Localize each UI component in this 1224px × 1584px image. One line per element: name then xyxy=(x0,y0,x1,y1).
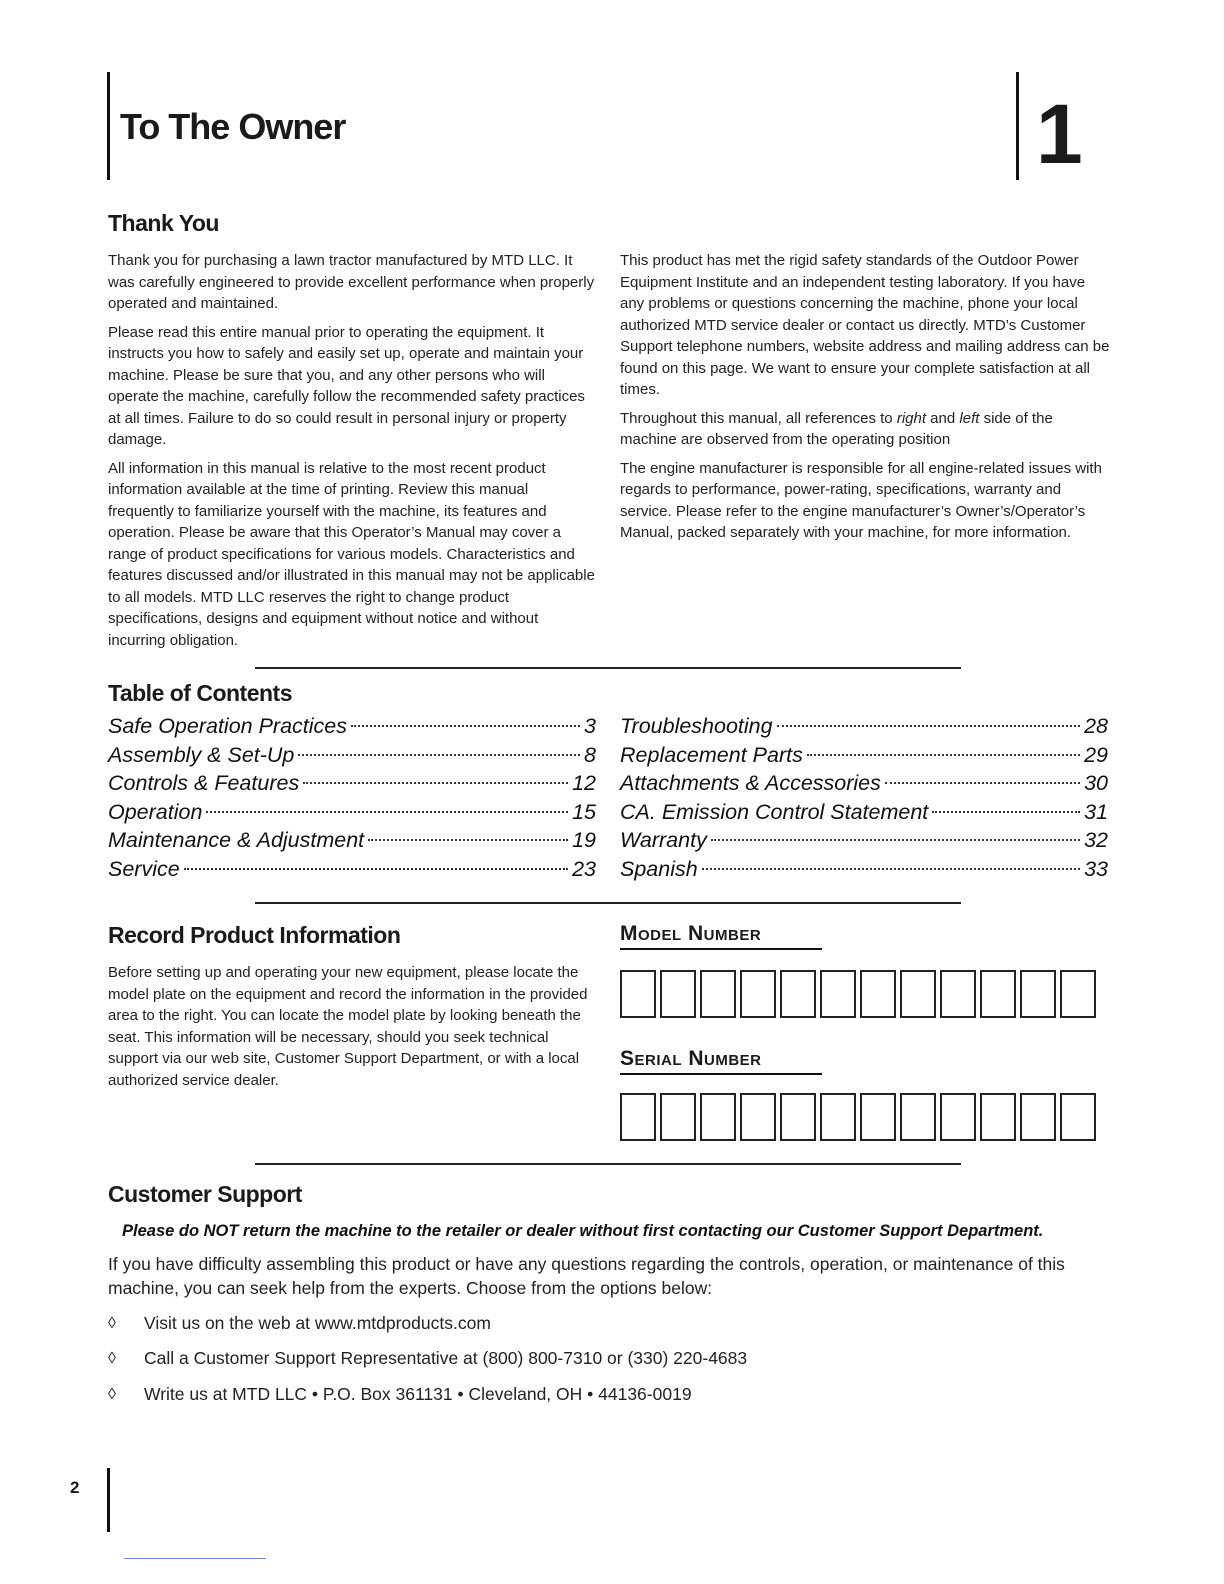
model-number-box[interactable] xyxy=(1060,970,1096,1018)
support-intro: If you have difficulty assembling this product or have any questions regarding the controls, operation, or maintenance of this machine, you can seek help from the experts. Choose from the options below: xyxy=(108,1254,1065,1298)
serial-number-box[interactable] xyxy=(780,1093,816,1141)
toc-leader xyxy=(711,839,1080,841)
toc-entry-label: Service xyxy=(108,856,180,881)
model-number-box[interactable] xyxy=(740,970,776,1018)
model-number-box[interactable] xyxy=(940,970,976,1018)
toc-leader xyxy=(303,782,568,784)
model-number-boxes[interactable] xyxy=(620,970,1096,1018)
support-warning: Please do NOT return the machine to the retailer or dealer without first contacting our Customer Support Department. xyxy=(122,1222,1044,1240)
toc-entry-label: Replacement Parts xyxy=(620,742,803,767)
toc-entry-page: 3 xyxy=(584,714,596,738)
toc-entry-page: 33 xyxy=(1084,856,1108,881)
toc-left-column xyxy=(108,712,596,883)
toc-entry-label: Maintenance & Adjustment xyxy=(108,828,365,852)
support-option-mail: Write us at MTD LLC • P.O. Box 361131 • Cleveland, OH • 44136-0019 xyxy=(144,1384,692,1404)
serial-number-boxes[interactable] xyxy=(620,1093,1096,1141)
toc-entry-page: 31 xyxy=(1084,799,1108,824)
toc-entry[interactable] xyxy=(620,798,1108,827)
divider xyxy=(255,1163,961,1165)
toc-entry-page: 29 xyxy=(1084,742,1108,767)
toc-entry-page: 8 xyxy=(584,742,596,767)
toc-entry-label: Controls & Features xyxy=(108,771,300,795)
divider xyxy=(255,902,961,904)
thank-you-paragraph: All information in this manual is relative to the most recent product information available at the time of printing. Review this manual frequently to familiarize yourself with the machine, its features and operation. Please be aware that this Operator’s Manual may cover a range of product specifications for various models. Characteristics and features discussed and/or illustrated in this manual may not be applicable to all models. MTD LLC reserves the right to change product specifications, designs and equipment without notice and without incurring obligation. xyxy=(108,459,595,649)
toc-entry-page: 30 xyxy=(1084,771,1108,795)
toc-leader xyxy=(777,725,1080,727)
toc-entry-label: Warranty xyxy=(620,828,707,852)
toc-entry-label: CA. Emission Control Statement xyxy=(620,799,929,824)
thank-you-paragraph: Thank you for purchasing a lawn tractor manufactured by MTD LLC. It was carefully engineered to provide excellent performance when properly operated and maintained. xyxy=(108,252,595,312)
toc-heading: Table of Contents xyxy=(108,680,293,706)
toc-entry-label: Safe Operation Practices xyxy=(108,714,348,738)
footer-link-underline xyxy=(124,1558,266,1559)
serial-number-box[interactable] xyxy=(860,1093,896,1141)
toc-entry[interactable] xyxy=(620,741,1108,770)
support-option xyxy=(108,1313,491,1334)
toc-leader xyxy=(298,754,580,756)
support-option-phone[interactable]: Call a Customer Support Representative at (800) 800-7310 or (330) 220-4683 xyxy=(144,1348,748,1368)
serial-number-box[interactable] xyxy=(980,1093,1016,1141)
orientation-text: Throughout this manual, all references to xyxy=(620,409,897,427)
toc-leader xyxy=(807,754,1080,756)
toc-right-column xyxy=(620,712,1108,883)
serial-number-box[interactable] xyxy=(940,1093,976,1141)
orientation-paragraph xyxy=(620,408,1112,451)
serial-number-box[interactable] xyxy=(740,1093,776,1141)
thank-you-left-column xyxy=(108,250,598,658)
thank-you-right-column xyxy=(620,250,1112,551)
toc-entry[interactable] xyxy=(108,741,596,770)
serial-number-box[interactable] xyxy=(660,1093,696,1141)
orientation-left: left xyxy=(959,409,980,427)
model-number-box[interactable] xyxy=(820,970,856,1018)
thank-you-paragraph: Please read this entire manual prior to operating the equipment. It instructs you how to safely and easily set up, operate and maintain your machine. Please be sure that you, and any other persons who will operate the machine, carefully follow the recommended safety practices at all times. Failure to do so could result in personal injury or property damage. xyxy=(108,323,585,448)
serial-number-box[interactable] xyxy=(900,1093,936,1141)
page-title: To The Owner xyxy=(120,106,346,147)
toc-entry-page: 12 xyxy=(572,771,596,795)
serial-number-box[interactable] xyxy=(1020,1093,1056,1141)
serial-number-box[interactable] xyxy=(620,1093,656,1141)
toc-leader xyxy=(206,811,568,813)
toc-leader xyxy=(368,839,568,841)
toc-entry[interactable] xyxy=(620,826,1108,855)
support-option xyxy=(108,1384,692,1405)
toc-leader xyxy=(932,811,1080,813)
thank-you-paragraph: This product has met the rigid safety standards of the Outdoor Power Equipment Institute and an independent testing laboratory. If you have any problems or questions concerning the machine, phone your local authorized MTD service dealer or contact us directly. MTD’s Customer Support telephone numbers, website address and mailing address can be found on this page. We want to ensure your complete satisfaction at all times. xyxy=(620,252,1110,398)
serial-number-box[interactable] xyxy=(700,1093,736,1141)
toc-entry-label: Troubleshooting xyxy=(620,714,773,738)
record-heading: Record Product Information xyxy=(108,922,401,948)
diamond-bullet-icon: ◊ xyxy=(108,1314,116,1332)
orientation-text: side of the machine are observed from the operating position xyxy=(620,409,1053,448)
toc-leader xyxy=(184,868,568,870)
toc-entry-page: 28 xyxy=(1084,714,1108,738)
page-number: 2 xyxy=(70,1478,80,1497)
toc-entry[interactable] xyxy=(620,712,1108,741)
toc-entry[interactable] xyxy=(620,855,1108,884)
toc-entry-page: 19 xyxy=(572,828,596,852)
model-number-box[interactable] xyxy=(620,970,656,1018)
header-right-rule xyxy=(1016,72,1019,180)
model-number-box[interactable] xyxy=(900,970,936,1018)
toc-entry[interactable] xyxy=(108,712,596,741)
toc-entry-page: 32 xyxy=(1084,828,1108,852)
toc-entry[interactable] xyxy=(108,769,596,798)
diamond-bullet-icon: ◊ xyxy=(108,1385,116,1403)
toc-entry-label: Spanish xyxy=(620,856,698,881)
toc-leader xyxy=(702,868,1080,870)
toc-entry-label: Operation xyxy=(108,799,203,824)
orientation-right: right xyxy=(896,409,927,427)
serial-number-box[interactable] xyxy=(820,1093,856,1141)
support-option-web[interactable]: Visit us on the web at www.mtdproducts.com xyxy=(144,1313,491,1333)
model-number-box[interactable] xyxy=(860,970,896,1018)
diamond-bullet-icon: ◊ xyxy=(108,1349,116,1367)
toc-leader xyxy=(885,782,1080,784)
model-number-box[interactable] xyxy=(660,970,696,1018)
serial-number-box[interactable] xyxy=(1060,1093,1096,1141)
model-number-box[interactable] xyxy=(980,970,1016,1018)
toc-entry-label: Assembly & Set-Up xyxy=(108,742,295,767)
record-text: Before setting up and operating your new equipment, please locate the model plate on the equipment and record the information in the provided area to the right. You can locate the model plate by looking beneath the seat. This information will be necessary, should you seek technical support via our web site, Customer Support Department, or with a local authorized service dealer. xyxy=(108,964,588,1089)
toc-entry-page: 23 xyxy=(572,856,596,881)
orientation-text: and xyxy=(926,409,960,427)
toc-entry[interactable] xyxy=(620,769,1108,798)
toc-entry-label: Attachments & Accessories xyxy=(620,771,881,795)
toc-leader xyxy=(351,725,580,727)
thank-you-paragraph: The engine manufacturer is responsible for all engine-related issues with regards to performance, power-rating, specifications, warranty and service. Please refer to the engine manufacturer’s Owner’s/Operator’s Manual, packed separately with your machine, for more information. xyxy=(620,459,1102,541)
toc-entry-page: 15 xyxy=(572,799,596,824)
serial-number-label: Serial Number xyxy=(620,1047,822,1075)
model-number-box[interactable] xyxy=(700,970,736,1018)
thank-you-heading: Thank You xyxy=(108,210,219,236)
footer-rule xyxy=(107,1468,110,1532)
toc-entry[interactable] xyxy=(108,826,596,855)
divider xyxy=(255,667,961,669)
toc-entry[interactable] xyxy=(108,798,596,827)
chapter-number: 1 xyxy=(1036,87,1083,181)
model-number-label: Model Number xyxy=(620,922,822,950)
support-heading: Customer Support xyxy=(108,1181,302,1207)
toc-entry[interactable] xyxy=(108,855,596,884)
model-number-box[interactable] xyxy=(780,970,816,1018)
support-option xyxy=(108,1348,747,1369)
model-number-box[interactable] xyxy=(1020,970,1056,1018)
header-left-rule xyxy=(107,72,110,180)
